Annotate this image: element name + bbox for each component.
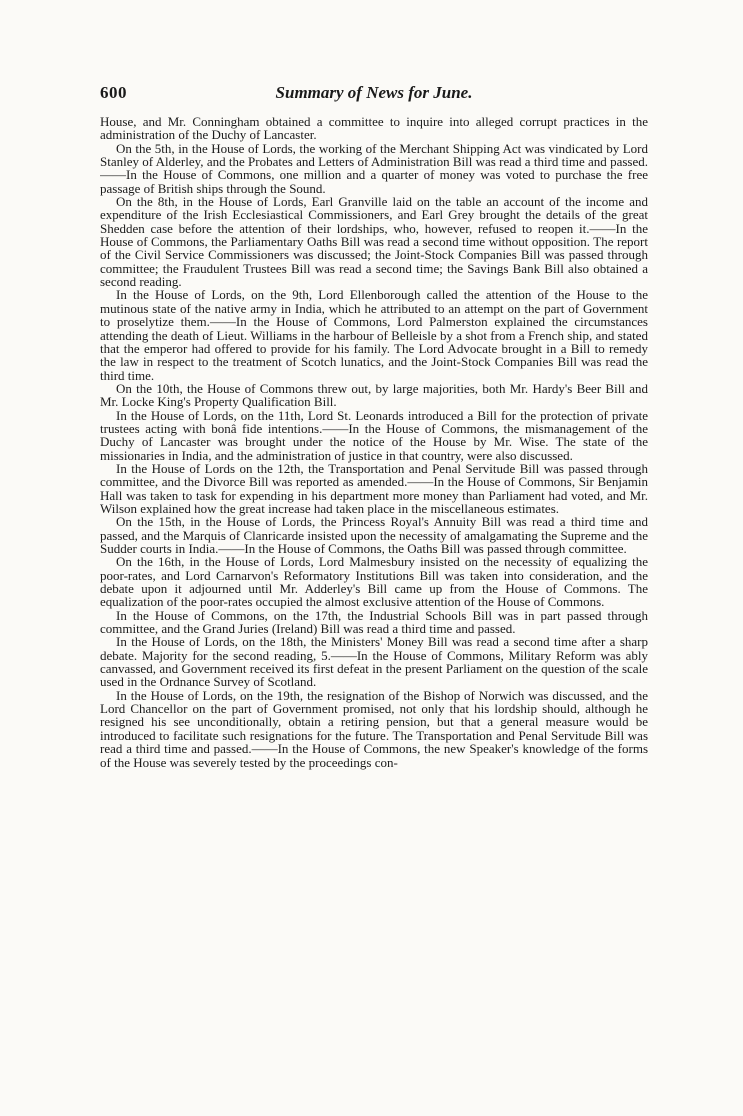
paragraph: On the 8th, in the House of Lords, Earl Granville laid on the table an account of the income and expenditure of the Irish Ecclesiastical Commissioners, and Earl Grey brought the details of the great Shedden case before the attention of their lordships, who, however, refused to reopen it.——In the House of Commons, the Parliamentary Oaths Bill was read a second time without opposition. The report of the Civil Service Commissioners was discussed; the Joint-Stock Companies Bill was passed through committee; the Fraudulent Trustees Bill was read a second time; the Savings Bank Bill also obtained a second reading. [100,194,648,290]
paragraph: On the 10th, the House of Commons threw out, by large majorities, both Mr. Hardy's Beer Bill and Mr. Locke King's Property Qualification Bill. [100,380,648,410]
paragraph: In the House of Lords, on the 18th, the Ministers' Money Bill was read a second time after a sharp debate. Majority for the second reading, 5.——In the House of Commons, Military Reform was ably canvassed, and Government received its first defeat in the present Parliament on the question of the scale used in the Ordnance Survey of Scotland. [100,634,648,690]
paragraph: In the House of Lords, on the 9th, Lord Ellenborough called the attention of the House to the mutinous state of the native army in India, which he attributed to an attempt on the part of Government to proselytize them.——In the House of Commons, Lord Palmerston explained the circumstances attending the death of Lieut. Williams in the harbour of Belleisle by a shot from a French ship, and stated that the emperor had offered to provide for his family. The Lord Advocate brought in a Bill to remedy the law in respect to the treatment of Scotch lunatics, and the Joint-Stock Companies Bill was read the third time. [100,287,648,383]
paragraph: In the House of Commons, on the 17th, the Industrial Schools Bill was in part passed through committee, and the Grand Juries (Ireland) Bill was read a third time and passed. [100,607,648,637]
page-number: 600 [100,83,127,102]
running-title: Summary of News for June. [275,83,473,102]
paragraph: On the 5th, in the House of Lords, the working of the Merchant Shipping Act was vindicated by Lord Stanley of Alderley, and the Probates and Letters of Administration Bill was read a third time and passed.——In the House of Commons, one million and a quarter of money was voted to purchase the free passage of British ships through the Sound. [100,140,648,196]
paragraph: House, and Mr. Conningham obtained a committee to inquire into alleged corrupt practices in the administration of the Duchy of Lancaster. [100,115,648,143]
paragraph: In the House of Lords, on the 11th, Lord St. Leonards introduced a Bill for the protection of private trustees acting with bonâ fide intentions.——In the House of Commons, the mismanagement of the Duchy of Lancaster was brought under the notice of the House by Mr. Wise. The state of the missionaries in India, and the administration of justice in that country, were also discussed. [100,407,648,463]
page-header [100,83,648,105]
paragraph: In the House of Lords on the 12th, the Transportation and Penal Servitude Bill was passed through committee, and the Divorce Bill was reported as amended.——In the House of Commons, Sir Benjamin Hall was taken to task for expending in his department more money than Parliament had voted, and Mr. Wilson explained how the great increase had taken place in the miscellaneous estimates. [100,460,648,516]
article-body [100,115,648,1100]
paragraph: On the 15th, in the House of Lords, the Princess Royal's Annuity Bill was read a third time and passed, and the Marquis of Clanricarde insisted upon the necessity of amalgamating the Supreme and the Sudder courts in India.——In the House of Commons, the Oaths Bill was passed through committee. [100,514,648,556]
paragraph: On the 16th, in the House of Lords, Lord Malmesbury insisted on the necessity of equalizing the poor-rates, and Lord Carnarvon's Reformatory Institutions Bill was taken into consideration, and the debate upon it adjourned until Mr. Adderley's Bill came up from the House of Commons. The equalization of the poor-rates occupied the almost exclusive attention of the House of Commons. [100,554,648,610]
paragraph: In the House of Lords, on the 19th, the resignation of the Bishop of Norwich was discussed, and the Lord Chancellor on the part of Government promised, not only that his lordship should, although he resigned his see unconditionally, obtain a retiring pension, but that a general measure would be introduced to facilitate such resignations for the future. The Transportation and Penal Servitude Bill was read a third time and passed.——In the House of Commons, the new Speaker's knowledge of the forms of the House was severely tested by the proceedings con- [100,687,648,770]
